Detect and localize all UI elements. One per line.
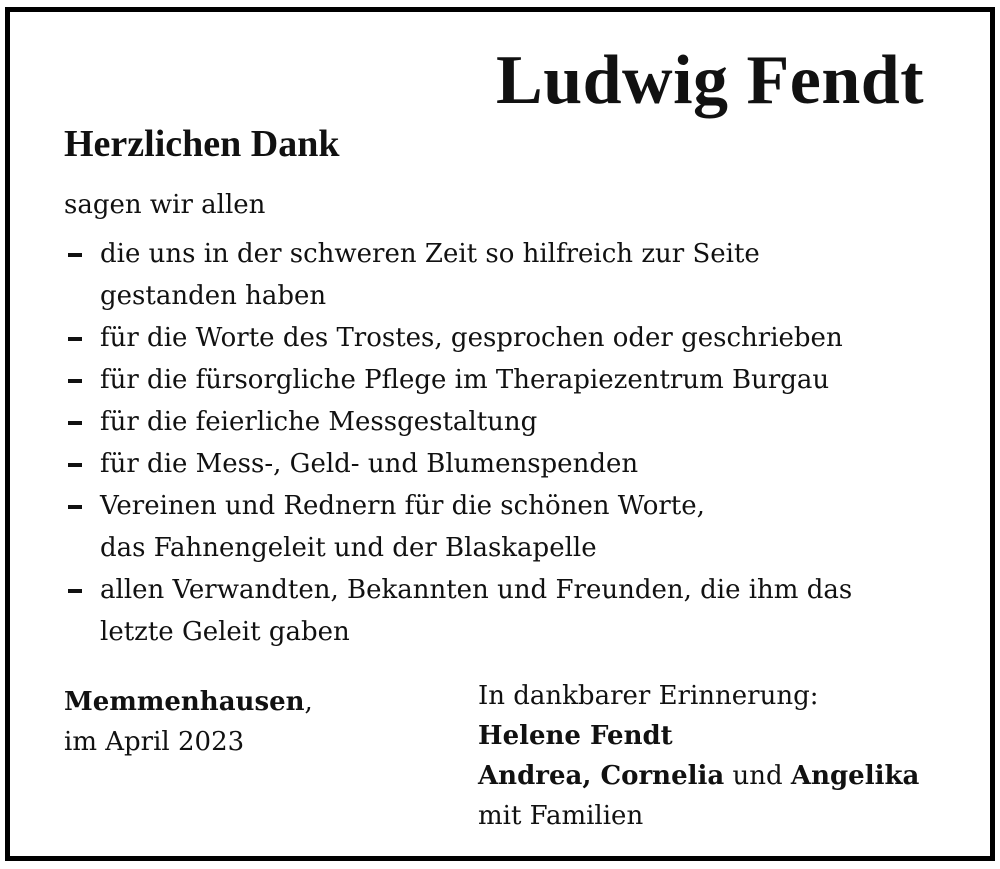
list-item-text: für die Mess-, Geld- und Blumenspenden [100,449,639,479]
dash-bullet [68,589,82,593]
list-item-text-cont: letzte Geleit gaben [100,617,350,647]
children-line [478,756,919,796]
list-item-text: allen Verwandten, Bekannten und Freunden, die ihm das [100,575,853,605]
dash-bullet [68,253,82,257]
list-item-text: die uns in der schweren Zeit so hilfreich zur Seite [100,239,760,269]
town-comma: , [304,687,313,717]
thanks-list [64,233,852,653]
conjunction: und [732,761,783,791]
list-item [64,569,852,653]
widow-name: Helene Fendt [478,721,673,751]
list-item-text-cont: gestanden haben [100,281,327,311]
list-item [64,359,852,401]
place-line [64,682,313,722]
list-item-text: Vereinen und Rednern für die schönen Worte, [100,491,705,521]
list-item [64,443,852,485]
dash-bullet [68,337,82,341]
signature-intro: In dankbarer Erinnerung: [478,681,819,711]
list-item-text: für die Worte des Trostes, gesprochen oder geschrieben [100,323,843,353]
deceased-name: Ludwig Fendt [496,42,925,119]
town-name: Memmenhausen [64,687,305,717]
child-last-name: Angelika [790,761,920,791]
date-text: im April 2023 [64,727,245,757]
list-item [64,485,852,569]
signature-block [478,676,919,836]
list-item-text: für die fürsorgliche Pflege im Therapiezentrum Burgau [100,365,830,395]
children-names: Andrea, Cornelia [478,761,725,791]
thanks-heading: Herzlichen Dank [64,123,340,165]
list-item-text-cont: das Fahnengeleit und der Blaskapelle [100,533,597,563]
families-text: mit Familien [478,801,644,831]
list-item-text: für die feierliche Messgestaltung [100,407,538,437]
place-date [64,682,313,762]
dash-bullet [68,421,82,425]
dash-bullet [68,463,82,467]
intro-text: sagen wir allen [64,190,266,220]
dash-bullet [68,379,82,383]
list-item [64,233,852,317]
list-item [64,401,852,443]
dash-bullet [68,505,82,509]
list-item [64,317,852,359]
